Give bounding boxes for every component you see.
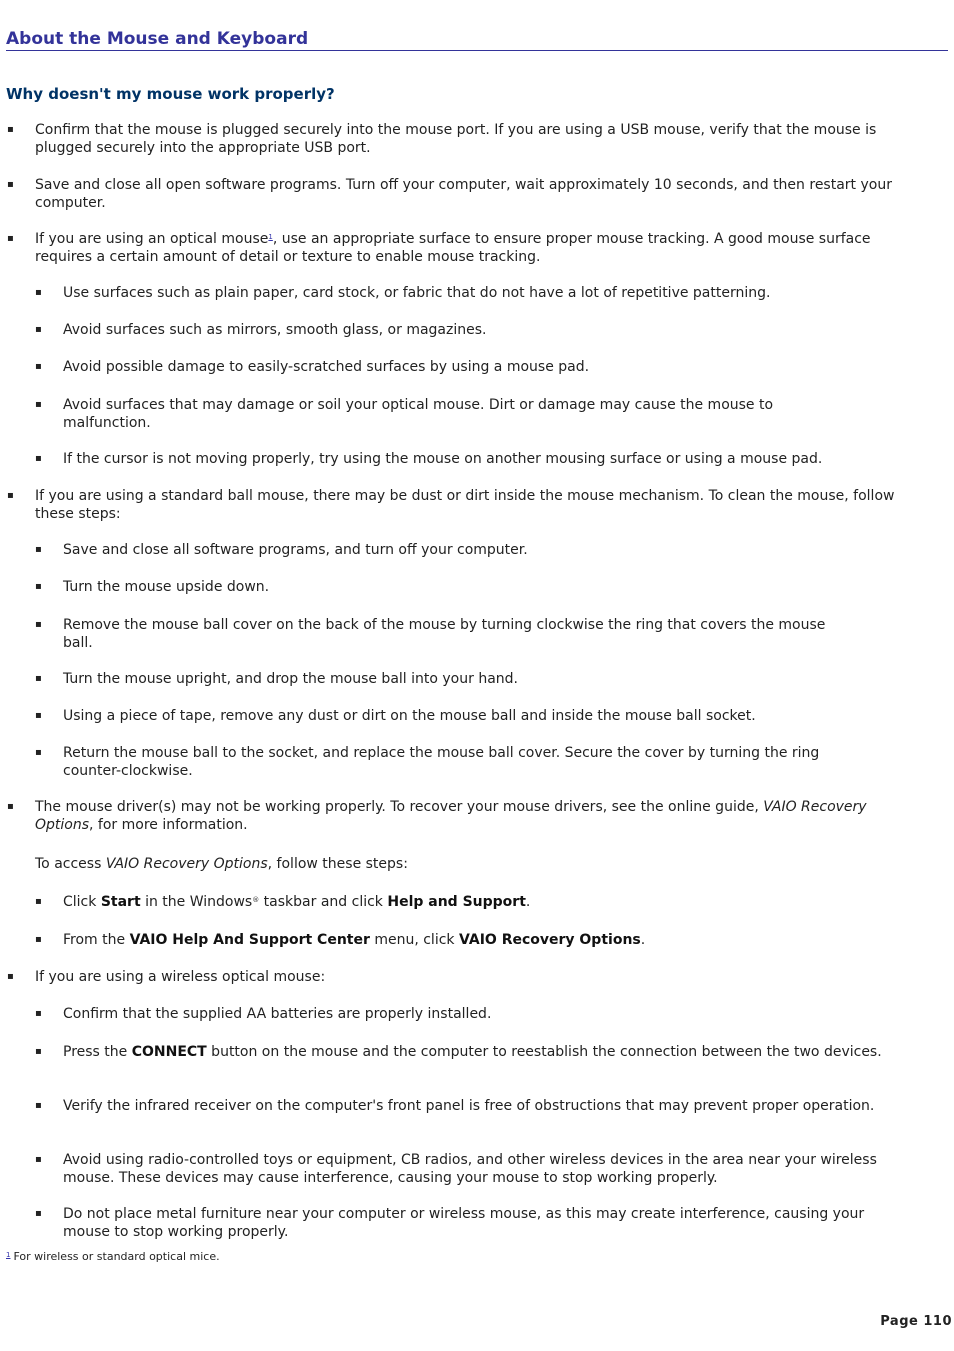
bullet-icon: ▪	[35, 1154, 42, 1165]
bullet-icon: ▪	[35, 361, 42, 372]
item-text: If the cursor is not moving properly, try using the mouse on another mousing surface or using a mouse pad.	[63, 451, 823, 467]
access-paragraph	[35, 855, 925, 873]
bullet-icon: ▪	[35, 1046, 42, 1057]
list-item	[35, 1151, 913, 1187]
list-item	[35, 450, 913, 468]
bullet-icon: ▪	[35, 324, 42, 335]
item-text: From the	[63, 932, 130, 948]
list-item	[7, 230, 925, 266]
list-item	[35, 396, 843, 432]
bullet-icon: ▪	[35, 710, 42, 721]
item-text: Save and close all software programs, and turn off your computer.	[63, 542, 528, 558]
item-text: Return the mouse ball to the socket, and replace the mouse ball cover. Secure the cover by turning the ring counter-clockwise.	[63, 745, 820, 779]
recovery-options-label: VAIO Recovery Options	[458, 932, 641, 948]
page-title: About the Mouse and Keyboard	[6, 29, 948, 51]
registered-mark: ®	[252, 896, 260, 904]
list-item	[7, 176, 925, 212]
item-text: Click	[63, 894, 101, 910]
list-item	[35, 744, 863, 780]
item-text: Do not place metal furniture near your computer or wireless mouse, as this may create interference, causing your mouse to stop working properly.	[63, 1206, 865, 1240]
list-item	[35, 358, 913, 376]
list-item	[35, 1043, 913, 1061]
item-text: Avoid surfaces that may damage or soil your optical mouse. Dirt or damage may cause the mouse to malfunction.	[63, 397, 774, 431]
bullet-icon: ▪	[35, 544, 42, 555]
guide-title: VAIO Recovery Options	[105, 856, 268, 872]
footnote	[6, 1248, 220, 1264]
bullet-icon: ▪	[35, 1208, 42, 1219]
item-text: Avoid surfaces such as mirrors, smooth glass, or magazines.	[63, 322, 487, 338]
list-item	[35, 707, 913, 725]
item-text: .	[525, 894, 531, 910]
list-item	[35, 578, 913, 596]
item-text: in the Windows	[140, 894, 253, 910]
bullet-icon: ▪	[7, 801, 14, 812]
bullet-icon: ▪	[35, 934, 42, 945]
help-center-label: VAIO Help And Support Center	[129, 932, 370, 948]
bullet-icon: ▪	[7, 124, 14, 135]
item-text: , use an appropriate surface to ensure proper mouse tracking. A good mouse surface requires a certain amount of detail or texture to enable mouse tracking.	[35, 231, 871, 265]
item-text: Turn the mouse upside down.	[63, 579, 270, 595]
list-item	[35, 541, 913, 559]
item-text: Press the	[63, 1044, 132, 1060]
section-heading: Why doesn't my mouse work properly?	[6, 85, 335, 103]
bullet-icon: ▪	[35, 453, 42, 464]
connect-label: CONNECT	[131, 1044, 207, 1060]
bullet-icon: ▪	[35, 673, 42, 684]
item-text: Turn the mouse upright, and drop the mouse ball into your hand.	[63, 671, 518, 687]
item-text: Save and close all open software programs. Turn off your computer, wait approximately 10 seconds, and then restart your computer.	[35, 177, 892, 211]
item-text: Use surfaces such as plain paper, card stock, or fabric that do not have a lot of repetitive patterning.	[63, 285, 771, 301]
bullet-icon: ▪	[35, 619, 42, 630]
bullet-icon: ▪	[7, 179, 14, 190]
list-item	[35, 1005, 913, 1023]
item-text: Avoid using radio-controlled toys or equipment, CB radios, and other wireless devices in the area near your wireless mouse. These devices may cause interference, causing your mouse to stop working properly.	[63, 1152, 877, 1186]
list-item	[35, 931, 913, 949]
item-text: Using a piece of tape, remove any dust or dirt on the mouse ball and inside the mouse ball socket.	[63, 708, 756, 724]
start-label: Start	[100, 894, 141, 910]
footnote-link[interactable]: 1	[268, 233, 273, 241]
list-item	[35, 1097, 913, 1115]
help-support-label: Help and Support	[387, 894, 526, 910]
item-text: The mouse driver(s) may not be working properly. To recover your mouse drivers, see the online guide,	[35, 799, 764, 815]
item-text: Avoid possible damage to easily-scratched surfaces by using a mouse pad.	[63, 359, 590, 375]
bullet-icon: ▪	[35, 581, 42, 592]
bullet-icon: ▪	[35, 399, 42, 410]
item-text: If you are using an optical mouse	[35, 231, 269, 247]
item-text: .	[640, 932, 646, 948]
list-item	[7, 798, 875, 834]
bullet-icon: ▪	[7, 490, 14, 501]
list-item	[35, 1205, 913, 1241]
bullet-icon: ▪	[7, 233, 14, 244]
list-item	[35, 670, 913, 688]
list-item	[7, 487, 925, 523]
item-text: Verify the infrared receiver on the computer's front panel is free of obstructions that may prevent proper operation.	[63, 1098, 875, 1114]
item-text: If you are using a wireless optical mouse:	[35, 969, 326, 985]
list-item	[35, 284, 913, 302]
item-text: Confirm that the supplied AA batteries are properly installed.	[63, 1006, 492, 1022]
item-text: menu, click	[369, 932, 459, 948]
bullet-icon: ▪	[35, 287, 42, 298]
page-number: Page 110	[880, 1314, 952, 1329]
footnote-anchor[interactable]: 1	[6, 1251, 11, 1259]
list-item	[7, 968, 925, 986]
guide-title: VAIO Recovery Options	[35, 799, 867, 833]
bullet-icon: ▪	[35, 747, 42, 758]
item-text: Remove the mouse ball cover on the back of the mouse by turning clockwise the ring that covers the mouse ball.	[63, 617, 826, 651]
item-text: , follow these steps:	[267, 856, 408, 872]
footnote-text: For wireless or standard optical mice.	[13, 1250, 220, 1263]
item-text: If you are using a standard ball mouse, there may be dust or dirt inside the mouse mechanism. To clean the mouse, follow these steps:	[35, 488, 895, 522]
bullet-icon: ▪	[35, 1100, 42, 1111]
item-text: taskbar and click	[259, 894, 388, 910]
list-item	[35, 321, 913, 339]
list-item	[35, 616, 853, 652]
item-text: , for more information.	[89, 817, 248, 833]
bullet-icon: ▪	[7, 971, 14, 982]
item-text: button on the mouse and the computer to reestablish the connection between the two devices.	[206, 1044, 882, 1060]
item-text: To access	[35, 856, 106, 872]
list-item	[7, 121, 925, 157]
item-text: Confirm that the mouse is plugged securely into the mouse port. If you are using a USB mouse, verify that the mouse is plugged securely into the appropriate USB port.	[35, 122, 877, 156]
bullet-icon: ▪	[35, 896, 42, 907]
bullet-icon: ▪	[35, 1008, 42, 1019]
list-item	[35, 893, 913, 911]
